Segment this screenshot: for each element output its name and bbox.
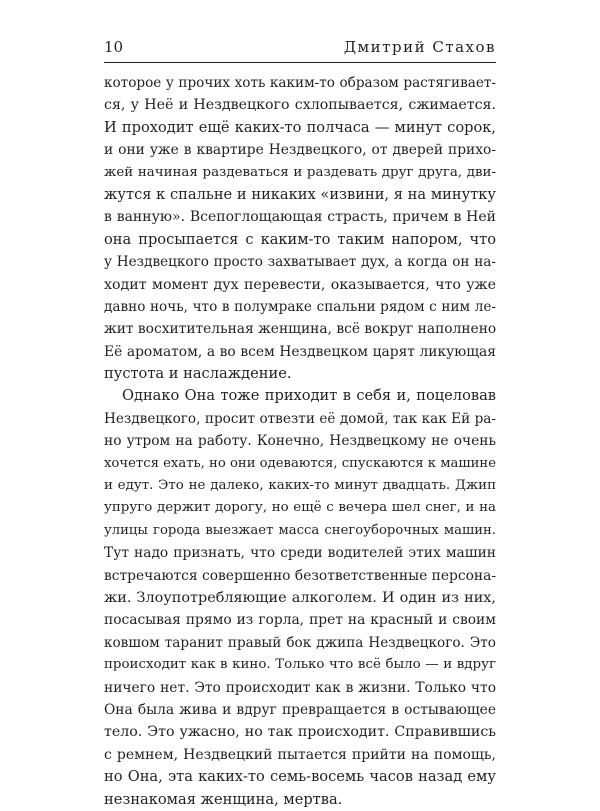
text-line: и едут. Это не далеко, каких-то минут двадцать. Джип xyxy=(104,478,496,494)
text-line: которое у прочих хоть каким-то образом растягивает- xyxy=(104,75,496,91)
text-line: посасывая прямо из горла, прет на красный и своим xyxy=(104,612,496,629)
text-line: Однако Она тоже приходит в себя и, поцеловав xyxy=(122,387,496,405)
text-line: улицы города выезжает масса снегоуборочных машин. xyxy=(104,522,496,538)
running-header xyxy=(104,38,496,58)
text-line: упруго держит дорогу, но ещё с вечера шел снег, и на xyxy=(104,500,496,516)
text-line: происходит как в кино. Только что всё было — и вдруг xyxy=(104,657,496,673)
text-line: жутся к спальне и никаких «извини, я на минутку xyxy=(104,185,496,203)
text-line: ся, у Неё и Нездвецкого схлопывается, сжимается. xyxy=(104,97,496,114)
text-line: ничего нет. Это происходит как в жизни. Только что xyxy=(104,679,496,696)
text-line: но Она, эта каких-то семь-восемь часов назад ему xyxy=(104,768,496,786)
running-head-author: Дмитрий Стахов xyxy=(343,38,496,56)
text-line: встречаются совершенно безответственные персона- xyxy=(104,567,496,584)
text-line: с ремнем, Нездвецкий пытается прийти на помощь, xyxy=(104,746,496,763)
text-line: но утром на работу. Конечно, Нездвецкому не очень xyxy=(104,433,496,450)
body-text xyxy=(104,72,496,811)
paragraph xyxy=(104,72,496,385)
text-line: Нездвецкого, просит отвезти её домой, так как Ей ра- xyxy=(104,410,496,427)
text-line: Она была жива и вдруг превращается в остывающее xyxy=(104,701,496,718)
text-line: давно ночь, что в полумраке спальни рядом с ним ле- xyxy=(104,298,496,315)
page-number: 10 xyxy=(104,38,124,56)
text-line: ковшом таранит правый бок джипа Нездвецкого. Это xyxy=(104,634,496,651)
text-line: в ванную». Всепоглощающая страсть, причем в Ней xyxy=(104,209,496,226)
text-line: у Нездвецкого просто захватывает дух, а когда он на- xyxy=(104,254,496,271)
text-line: Тут надо признать, что среди водителей этих машин xyxy=(104,545,496,562)
text-line: она просыпается с каким-то таким напором, что xyxy=(104,230,496,248)
text-line: пустота и наслаждение. xyxy=(104,365,292,383)
text-line: Её ароматом, а во всем Нездвецком царят ликующая xyxy=(104,343,496,360)
text-line: И проходит ещё каких-то полчаса — минут сорок, xyxy=(104,118,496,136)
text-line: хочется ехать, но они одеваются, спускаются к машине xyxy=(104,455,496,471)
text-line: жи. Злоупотребляющие алкоголем. И один из них, xyxy=(104,589,496,606)
text-line: тело. Это ужасно, но так происходит. Справившись xyxy=(104,724,496,741)
text-line: незнакомая женщина, мертва. xyxy=(104,790,343,808)
text-line: жей начиная раздеваться и раздевать друг друга, дви- xyxy=(104,164,496,180)
text-line: жит восхитительная женщина, всё вокруг наполнено xyxy=(104,321,497,338)
header-rule xyxy=(104,62,496,63)
text-line: и они уже в квартире Нездвецкого, от дверей прихо- xyxy=(104,142,496,159)
text-line: ходит момент дух перевести, оказывается, что уже xyxy=(104,276,496,293)
paragraph xyxy=(104,385,496,810)
